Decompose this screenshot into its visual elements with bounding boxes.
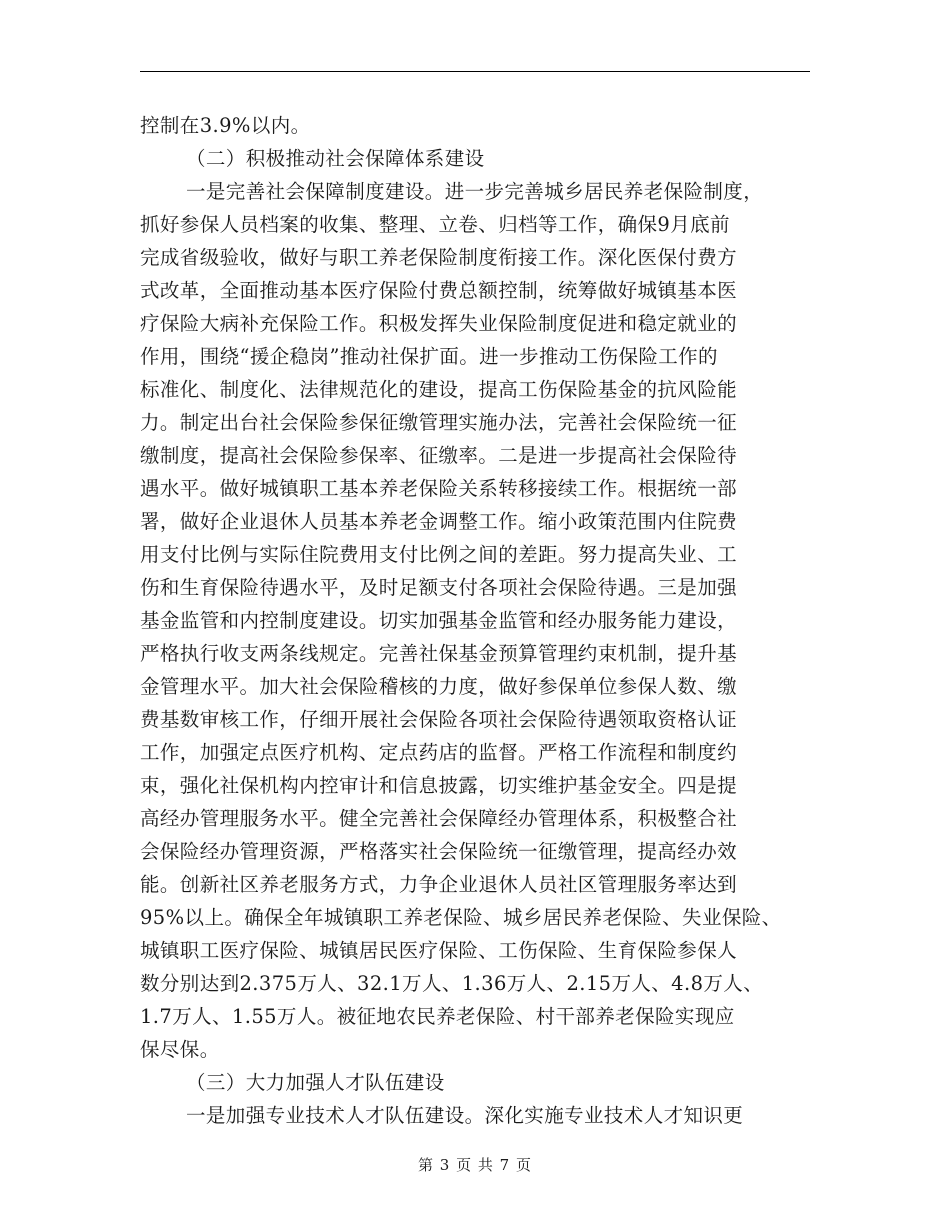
- paragraph-line: 束，强化社保机构内控审计和信息披露，切实维护基金安全。四是提: [140, 774, 738, 797]
- paragraph-line: 95%以上。确保全年城镇职工养老保险、城乡居民养老保险、失业保险、: [140, 906, 782, 929]
- paragraph-line: 数分别达到2.375万人、32.1万人、1.36万人、2.15万人、4.8万人、: [140, 972, 764, 995]
- paragraph-line: 式改革，全面推动基本医疗保险付费总额控制，统筹做好城镇基本医: [140, 279, 738, 302]
- paragraph-line: 严格执行收支两条线规定。完善社保基金预算管理约束机制，提升基: [140, 642, 738, 665]
- header-rule: [140, 71, 810, 72]
- paragraph-line: 标准化、制度化、法律规范化的建设，提高工伤保险基金的抗风险能: [140, 378, 738, 401]
- paragraph-line: 署，做好企业退休人员基本养老金调整工作。缩小政策范围内住院费: [140, 510, 738, 533]
- paragraph-line: 高经办管理服务水平。健全完善社会保障经办管理体系，积极整合社: [140, 807, 738, 830]
- section-heading: （二）积极推动社会保障体系建设: [186, 147, 485, 170]
- paragraph-line: 基金监管和内控制度建设。切实加强基金监管和经办服务能力建设，: [140, 609, 738, 632]
- paragraph-line: 作用，围绕“援企稳岗”推动社保扩面。进一步推动工伤保险工作的: [140, 345, 718, 368]
- paragraph-line: 费基数审核工作，仔细开展社会保险各项社会保险待遇领取资格认证: [140, 708, 738, 731]
- paragraph-line: 能。创新社区养老服务方式，力争企业退休人员社区管理服务率达到: [140, 873, 738, 896]
- paragraph-line: 缴制度，提高社会保险参保率、征缴率。二是进一步提高社会保险待: [140, 444, 738, 467]
- page-number: 第 3 页 共 7 页: [418, 1156, 532, 1174]
- paragraph-line: 抓好参保人员档案的收集、整理、立卷、归档等工作，确保9月底前: [140, 213, 730, 236]
- section-heading: （三）大力加强人才队伍建设: [186, 1071, 445, 1094]
- paragraph-line: 用支付比例与实际住院费用支付比例之间的差距。努力提高失业、工: [140, 543, 738, 566]
- paragraph-line: 1.7万人、1.55万人。被征地农民养老保险、村干部养老保险实现应: [140, 1005, 735, 1028]
- paragraph-line: 遇水平。做好城镇职工基本养老保险关系转移接续工作。根据统一部: [140, 477, 738, 500]
- paragraph-line: 保尽保。: [140, 1038, 220, 1061]
- paragraph-line: 金管理水平。加大社会保险稽核的力度，做好参保单位参保人数、缴: [140, 675, 738, 698]
- paragraph-line: 会保险经办管理资源，严格落实社会保险统一征缴管理，提高经办效: [140, 840, 738, 863]
- paragraph-line: 伤和生育保险待遇水平，及时足额支付各项社会保险待遇。三是加强: [140, 576, 738, 599]
- paragraph-line: 控制在3.9%以内。: [140, 114, 311, 137]
- paragraph-line: 疗保险大病补充保险工作。积极发挥失业保险制度促进和稳定就业的: [140, 312, 738, 335]
- paragraph-line: 一是完善社会保障制度建设。进一步完善城乡居民养老保险制度，: [186, 180, 764, 203]
- paragraph-line: 完成省级验收，做好与职工养老保险制度衔接工作。深化医保付费方: [140, 246, 738, 269]
- paragraph-line: 工作，加强定点医疗机构、定点药店的监督。严格工作流程和制度约: [140, 741, 738, 764]
- paragraph-line: 城镇职工医疗保险、城镇居民医疗保险、工伤保险、生育保险参保人: [140, 939, 738, 962]
- paragraph-line: 力。制定出台社会保险参保征缴管理实施办法，完善社会保险统一征: [140, 411, 738, 434]
- paragraph-line: 一是加强专业技术人才队伍建设。深化实施专业技术人才知识更: [186, 1104, 744, 1127]
